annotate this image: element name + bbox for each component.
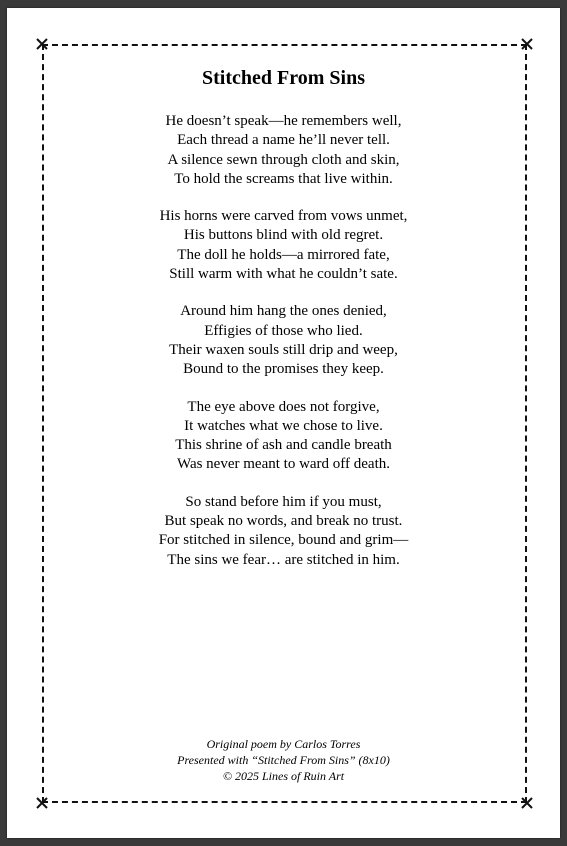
stanza — [7, 398, 560, 475]
stanza — [7, 302, 560, 379]
poem-line: The doll he holds—a mirrored fate, — [177, 246, 390, 263]
poem-line: He doesn’t speak—he remembers well, — [165, 113, 402, 129]
poem-line: Was never meant to ward off death. — [176, 456, 391, 473]
poem-line: So stand before him if you must, — [185, 493, 382, 510]
stanza — [7, 493, 560, 570]
stanza — [7, 112, 560, 189]
poem-title: Stitched From Sins — [202, 67, 365, 89]
cross-mark-icon — [36, 38, 48, 50]
poem-line: A silence sewn through cloth and skin, — [167, 151, 400, 168]
author-credit: Original poem by Carlos Torres — [206, 737, 361, 751]
artwork-credit: Presented with “Stitched From Sins” (8x10) — [177, 753, 390, 767]
poem-line: But speak no words, and break no trust. — [164, 513, 403, 530]
poem-line: His buttons blind with old regret. — [183, 227, 384, 244]
poem-line: It watches what we chose to live. — [184, 417, 383, 434]
cross-mark-icon — [36, 797, 48, 809]
cross-mark-icon — [521, 797, 533, 809]
poem-line: Bound to the promises they keep. — [183, 361, 384, 378]
poem-line: For stitched in silence, bound and grim— — [158, 532, 409, 549]
copyright-notice: © 2025 Lines of Ruin Art — [222, 769, 345, 783]
poem-line: This shrine of ash and candle breath — [175, 437, 392, 454]
poem-line: Around him hang the ones denied, — [180, 303, 387, 320]
poem-line: His horns were carved from vows unmet, — [159, 208, 408, 225]
poem-line: To hold the screams that live within. — [174, 170, 393, 187]
poem-line: Effigies of those who lied. — [204, 322, 363, 339]
poem-body — [7, 112, 560, 588]
stanza — [7, 207, 560, 284]
poem-line: Their waxen souls still drip and weep, — [169, 341, 398, 358]
poem-line: The sins we fear… are stitched in him. — [167, 551, 400, 568]
cross-mark-icon — [521, 38, 533, 50]
poem-line: Each thread a name he’ll never tell. — [177, 132, 390, 149]
credits — [7, 736, 560, 784]
poem-line: The eye above does not forgive, — [187, 398, 380, 415]
poem-line: Still warm with what he couldn’t sate. — [169, 266, 398, 283]
poem-page — [7, 8, 560, 838]
